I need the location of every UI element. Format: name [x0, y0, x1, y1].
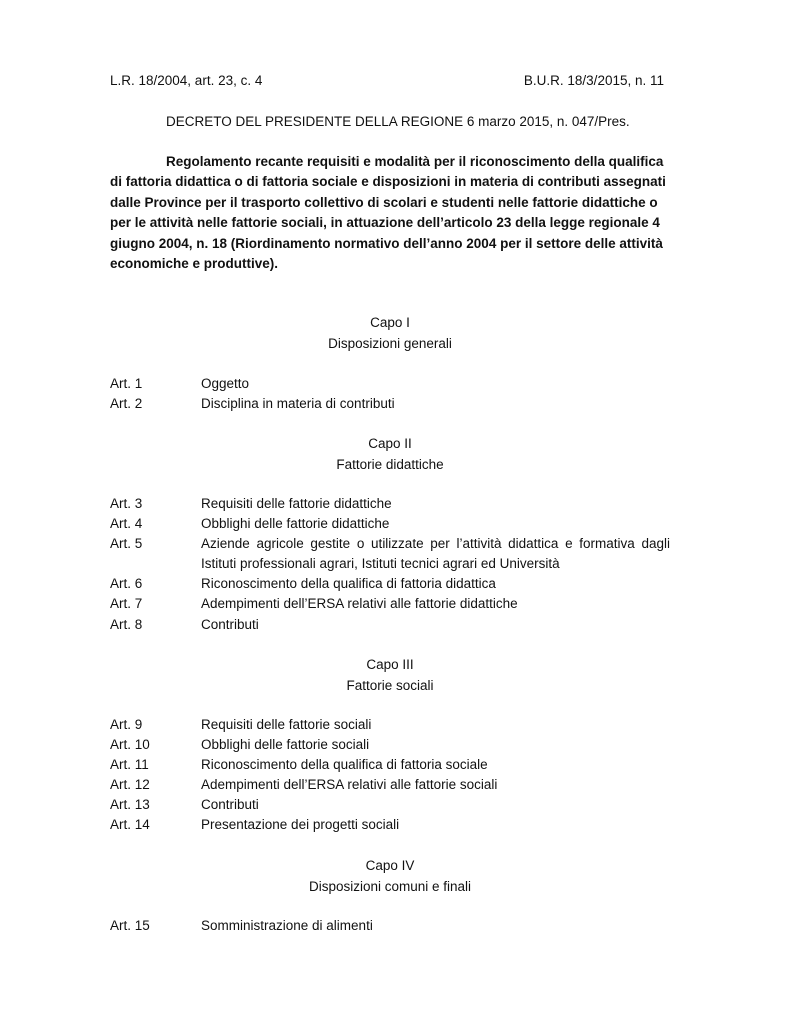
article-number: Art. 15 [110, 918, 150, 933]
article-number: Art. 2 [110, 396, 143, 412]
article-entry [110, 394, 670, 414]
article-number: Art. 13 [110, 797, 150, 813]
article-title: Adempimenti dell’ERSA relativi alle fattorie sociali [201, 777, 498, 793]
article-number: Art. 7 [110, 596, 143, 612]
article-title: Riconoscimento della qualifica di fattoria didattica [201, 576, 496, 592]
article-list [110, 494, 670, 635]
article-title: Somministrazione di alimenti [201, 918, 373, 933]
article-entry [110, 615, 670, 635]
article-entry [110, 815, 670, 835]
article-title: Disciplina in materia di contributi [201, 396, 395, 412]
article-list [110, 916, 670, 936]
article-title: Obblighi delle fattorie didattiche [201, 516, 390, 532]
decree-heading: DECRETO DEL PRESIDENTE DELLA REGIONE 6 marzo 2015, n. 047/Pres. [166, 114, 630, 129]
article-entry [110, 715, 670, 735]
article-entry [110, 574, 670, 594]
article-entry [110, 755, 670, 775]
article-entry [110, 775, 670, 795]
article-title: Requisiti delle fattorie sociali [201, 717, 372, 732]
capo-heading [110, 434, 670, 475]
article-title: Riconoscimento della qualifica di fattoria sociale [201, 757, 488, 773]
article-entry [110, 514, 670, 534]
law-reference: L.R. 18/2004, art. 23, c. 4 [110, 73, 263, 88]
article-number: Art. 12 [110, 777, 150, 793]
article-number: Art. 1 [110, 376, 143, 391]
article-entry [110, 735, 670, 755]
article-number: Art. 4 [110, 516, 143, 532]
article-number: Art. 5 [110, 536, 143, 552]
article-number: Art. 14 [110, 817, 150, 833]
article-list [110, 374, 670, 414]
article-list [110, 715, 670, 836]
capo-heading [110, 856, 670, 897]
article-entry [110, 374, 670, 394]
article-title: Aziende agricole gestite o utilizzate per l’attività didattica e formativa dagli Istituti professionali agrari, Istituti tecnici agrari ed Università [201, 536, 670, 572]
bulletin-reference: B.U.R. 18/3/2015, n. 11 [523, 73, 664, 88]
article-number: Art. 6 [110, 576, 143, 592]
article-entry [110, 594, 670, 614]
article-number: Art. 9 [110, 717, 143, 732]
article-title: Requisiti delle fattorie didattiche [201, 496, 392, 511]
capo-heading [110, 313, 670, 354]
article-title: Contributi [201, 616, 259, 632]
article-number: Art. 8 [110, 616, 143, 632]
capo-title: Fattorie didattiche [336, 456, 444, 472]
article-entry [110, 916, 670, 936]
reference-line [110, 73, 664, 93]
article-title: Presentazione dei progetti sociali [201, 817, 400, 833]
article-number: Art. 3 [110, 496, 143, 511]
article-number: Art. 10 [110, 737, 150, 753]
regulation-title: Regolamento recante requisiti e modalità per il riconoscimento della qualifica di fattoria didattica o di fattoria sociale e disposizioni in materia di contributi assegnati dalle Province per il trasporto collettivo di scolari e studenti nelle fattorie didattiche o per le attività nelle fattorie sociali, in attuazione dell’articolo 23 della legge regionale 4 giugno 2004, n. 18 (Riordinamento normativo dell’anno 2004 per il settore delle attività economiche e produttive). [110, 154, 666, 272]
capo-label: Capo II [368, 436, 412, 451]
article-entry [110, 534, 670, 574]
article-number: Art. 11 [110, 757, 149, 773]
article-title: Obblighi delle fattorie sociali [201, 737, 370, 753]
capo-heading [110, 655, 670, 696]
article-entry [110, 494, 670, 514]
article-title: Contributi [201, 797, 259, 813]
capo-label: Capo III [366, 657, 414, 672]
capo-label: Capo I [370, 315, 410, 330]
article-entry [110, 795, 670, 815]
article-title: Oggetto [201, 376, 250, 391]
capo-title: Disposizioni comuni e finali [308, 878, 472, 894]
capo-title: Disposizioni generali [328, 335, 452, 351]
article-title: Adempimenti dell’ERSA relativi alle fattorie didattiche [201, 596, 518, 612]
capo-label: Capo IV [365, 858, 415, 873]
capo-title: Fattorie sociali [346, 677, 434, 693]
